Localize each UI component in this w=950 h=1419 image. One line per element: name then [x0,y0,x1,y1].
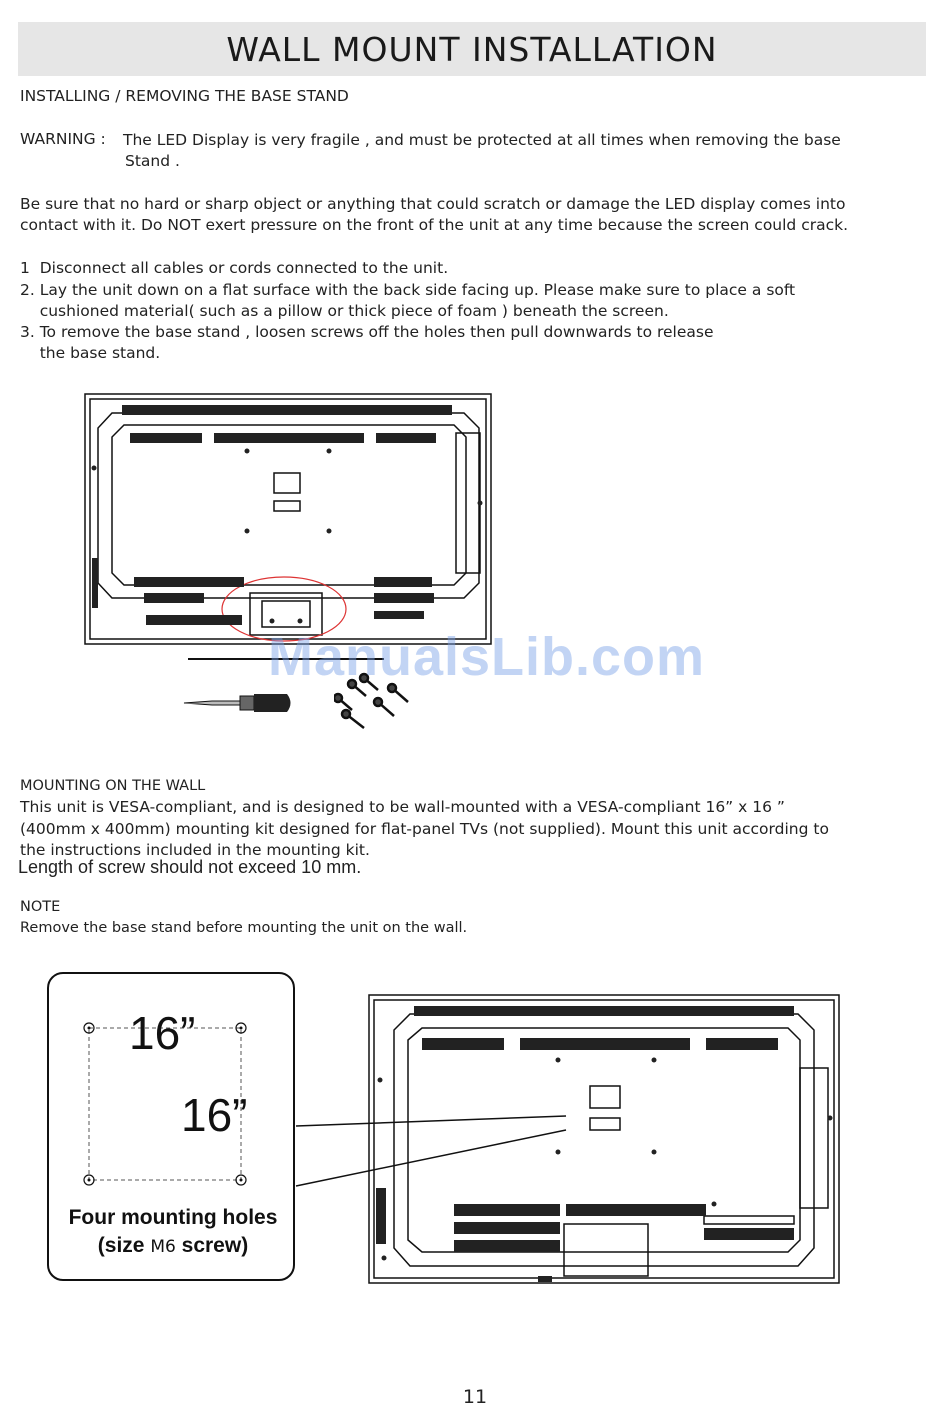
step-3-cont: the base stand. [20,344,161,362]
page-number: 11 [462,1386,488,1408]
wall-line-3: the instructions included in the mounting kit. [20,841,370,859]
holes-label-suffix: screw) [175,1234,249,1257]
screw-size: M6 [150,1237,176,1257]
section-heading-stand: INSTALLING / REMOVING THE BASE STAND [20,87,349,105]
screw-length-note: Length of screw should not exceed 10 mm. [18,857,362,877]
section-heading-wall: MOUNTING ON THE WALL [20,778,206,794]
watermark: ManualsLib.com [268,627,706,687]
tv-back-diagram-wall [368,994,842,1286]
screwdriver-icon [182,690,297,716]
warning-line-1: The LED Display is very fragile , and must be protected at all times when removing the base [123,131,841,149]
dimension-vertical: 16” [181,1089,248,1141]
holes-label-line-1: Four mounting holes [68,1206,278,1229]
holes-label-prefix: (size [97,1234,151,1257]
caution-line-1: Be sure that no hard or sharp object or anything that could scratch or damage the LED display comes into [20,195,846,213]
step-2-cont: cushioned material( such as a pillow or thick piece of foam ) beneath the screen. [20,302,669,320]
mounting-holes-callout [47,972,295,1281]
note-text: Remove the base stand before mounting the unit on the wall. [20,920,468,936]
holes-label-line-2 [49,1232,297,1261]
step-2: 2. Lay the unit down on a flat surface with the back side facing up. Please make sure to place a soft [20,281,796,299]
step-1: 1 Disconnect all cables or cords connected to the unit. [20,259,449,277]
dimension-horizontal: 16” [129,1007,196,1059]
wall-line-2: (400mm x 400mm) mounting kit designed for flat-panel TVs (not supplied). Mount this unit according to [20,820,829,838]
wall-line-1: This unit is VESA-compliant, and is designed to be wall-mounted with a VESA-compliant 16” x 16 ” [20,798,785,816]
warning-line-2: Stand . [125,152,180,170]
caution-line-2: contact with it. Do NOT exert pressure on the front of the unit at any time because the screen could crack. [20,216,849,234]
note-heading: NOTE [20,899,61,915]
warning-label: WARNING : [20,130,106,148]
title-bar [18,22,926,76]
page-title: WALL MOUNT INSTALLATION [226,29,718,69]
step-3: 3. To remove the base stand , loosen screws off the holes then pull downwards to release [20,323,714,341]
